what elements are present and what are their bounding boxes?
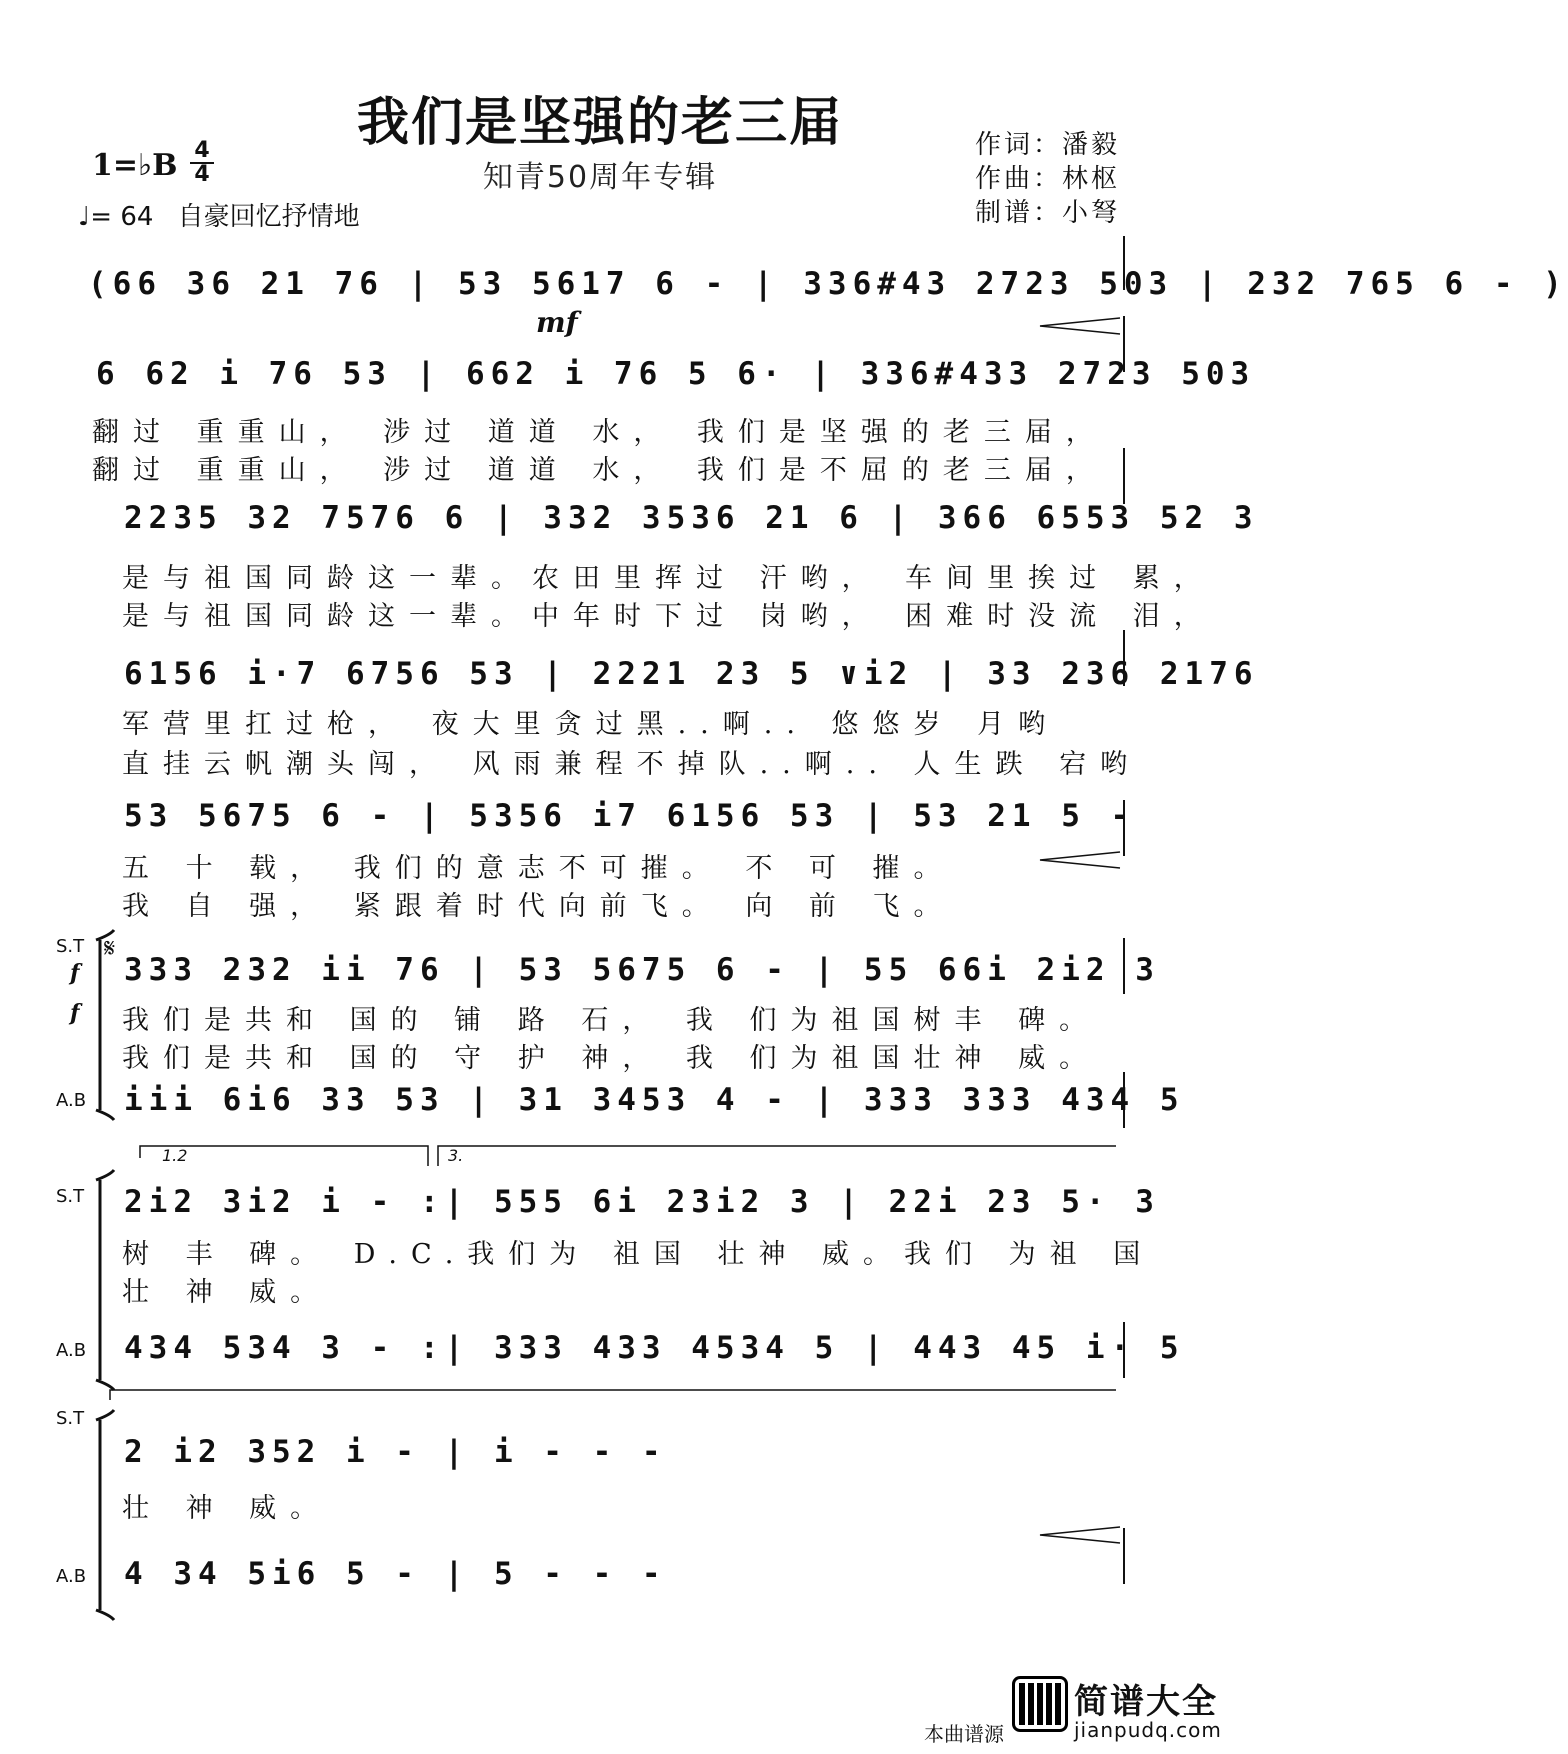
score-subtitle: 知青50周年专辑 (482, 160, 718, 195)
system-7-voice-top-label: S.T (56, 1186, 85, 1207)
system-4-notes: 6156 i·7 6756 53 | 2221 23 5 ∨i2 | 33 236 2176 (124, 656, 1259, 692)
system-2-lyric-2: 翻过 重重山， 涉过 道道 水， 我们是不屈的老三届， (92, 455, 1107, 486)
system-6-dynamic-2: f (70, 1000, 80, 1026)
system-6-lyric-1: 我们是共和 国的 铺 路 石， 我 们为祖国树丰 碑。 (122, 1005, 1101, 1036)
system-8-lyric-1: 壮 神 威。 (122, 1493, 332, 1524)
volta-bracket-2: 3. (448, 1146, 464, 1165)
time-signature (190, 140, 214, 186)
system-3-lyric-1: 是与祖国同龄这一辈。农田里挥过 汗哟， 车间里挨过 累， (122, 563, 1215, 594)
segno-sign: 𝄋 (104, 934, 116, 964)
tempo-marking (78, 196, 360, 233)
footer-source-text: 本曲谱源 (924, 1722, 1004, 1746)
expression-text: 自豪回忆抒情地 (177, 202, 360, 232)
tempo-value: ♩= 64 (78, 202, 154, 232)
system-7-notes-bottom: 434 534 3 - :| 333 433 4534 5 | 443 45 i· 5 (124, 1330, 1185, 1366)
system-8-notes-top: 2 i2 352 i - | i - - - (124, 1434, 667, 1470)
system-3-notes: 2235 32 7576 6 | 332 3536 21 6 | 366 6553 52 3 (124, 500, 1259, 536)
composer-credit: 作曲：林枢 (974, 164, 1120, 194)
logo-text: 简谱大全 (1074, 1682, 1218, 1722)
volta-bracket-1: 1.2 (162, 1146, 188, 1165)
score-title: 我们是坚强的老三届 (356, 93, 843, 153)
dynamic-mf: mf (536, 306, 578, 339)
system-2-notes: 6 62 i 76 53 | 662 i 76 5 6· | 336#433 2723 503 (96, 356, 1256, 392)
system-8-voice-bottom-label: A.B (56, 1566, 87, 1587)
system-6-voice-bottom-label: A.B (56, 1090, 87, 1111)
system-1-notes: (66 36 21 76 | 53 5617 6 - | 336#43 2723 503 | 232 765 6 - ) (88, 266, 1568, 302)
system-7-lyric-2: 壮 神 威。 (122, 1277, 332, 1308)
system-6-dynamic-1: f (70, 960, 80, 986)
system-3-lyric-2: 是与祖国同龄这一辈。中年时下过 岗哟， 困难时没流 泪， (122, 601, 1215, 632)
logo-url: jianpudq.com (1074, 1718, 1222, 1742)
system-4-lyric-1: 军营里扛过枪， 夜大里贪过黑..啊.. 悠悠岁 月哟 (122, 709, 1060, 740)
lyricist-credit: 作词：潘毅 (974, 130, 1120, 160)
system-6-voice-top-label: S.T (56, 936, 85, 957)
time-signature-top: 4 (194, 138, 210, 163)
system-4-lyric-2: 直挂云帆潮头闯， 风雨兼程不掉队..啊.. 人生跌 宕哟 (122, 749, 1142, 780)
system-5-lyric-2: 我 自 强， 紧跟着时代向前飞。 向 前 飞。 (122, 891, 955, 922)
system-5-lyric-1: 五 十 载， 我们的意志不可摧。 不 可 摧。 (122, 853, 955, 884)
system-8-notes-bottom: 4 34 5i6 5 - | 5 - - - (124, 1556, 667, 1592)
system-6-notes-bottom: iii 6i6 33 53 | 31 3453 4 - | 333 333 434 5 (124, 1082, 1185, 1118)
transcriber-credit: 制谱：小弩 (974, 198, 1120, 228)
system-6-lyric-2: 我们是共和 国的 守 护 神， 我 们为祖国壮神 威。 (122, 1043, 1101, 1074)
piano-logo-icon (1012, 1676, 1068, 1732)
system-6-notes-top: 333 232 ii 76 | 53 5675 6 - | 55 66i 2i2 3 (124, 952, 1160, 988)
system-7-lyric-1: 树 丰 碑。 D.C.我们为 祖国 壮神 威。我们 为祖 国 (122, 1239, 1155, 1270)
system-8-voice-top-label: S.T (56, 1408, 85, 1429)
system-2-lyric-1: 翻过 重重山， 涉过 道道 水， 我们是坚强的老三届， (92, 417, 1107, 448)
system-5-notes: 53 5675 6 - | 5356 i7 6156 53 | 53 21 5 - (124, 798, 1136, 834)
system-7-notes-top: 2i2 3i2 i - :| 555 6i 23i2 3 | 22i 23 5· 3 (124, 1184, 1160, 1220)
system-7-voice-bottom-label: A.B (56, 1340, 87, 1361)
time-signature-bottom: 4 (194, 162, 210, 187)
key-signature: 1=♭B (92, 148, 178, 183)
